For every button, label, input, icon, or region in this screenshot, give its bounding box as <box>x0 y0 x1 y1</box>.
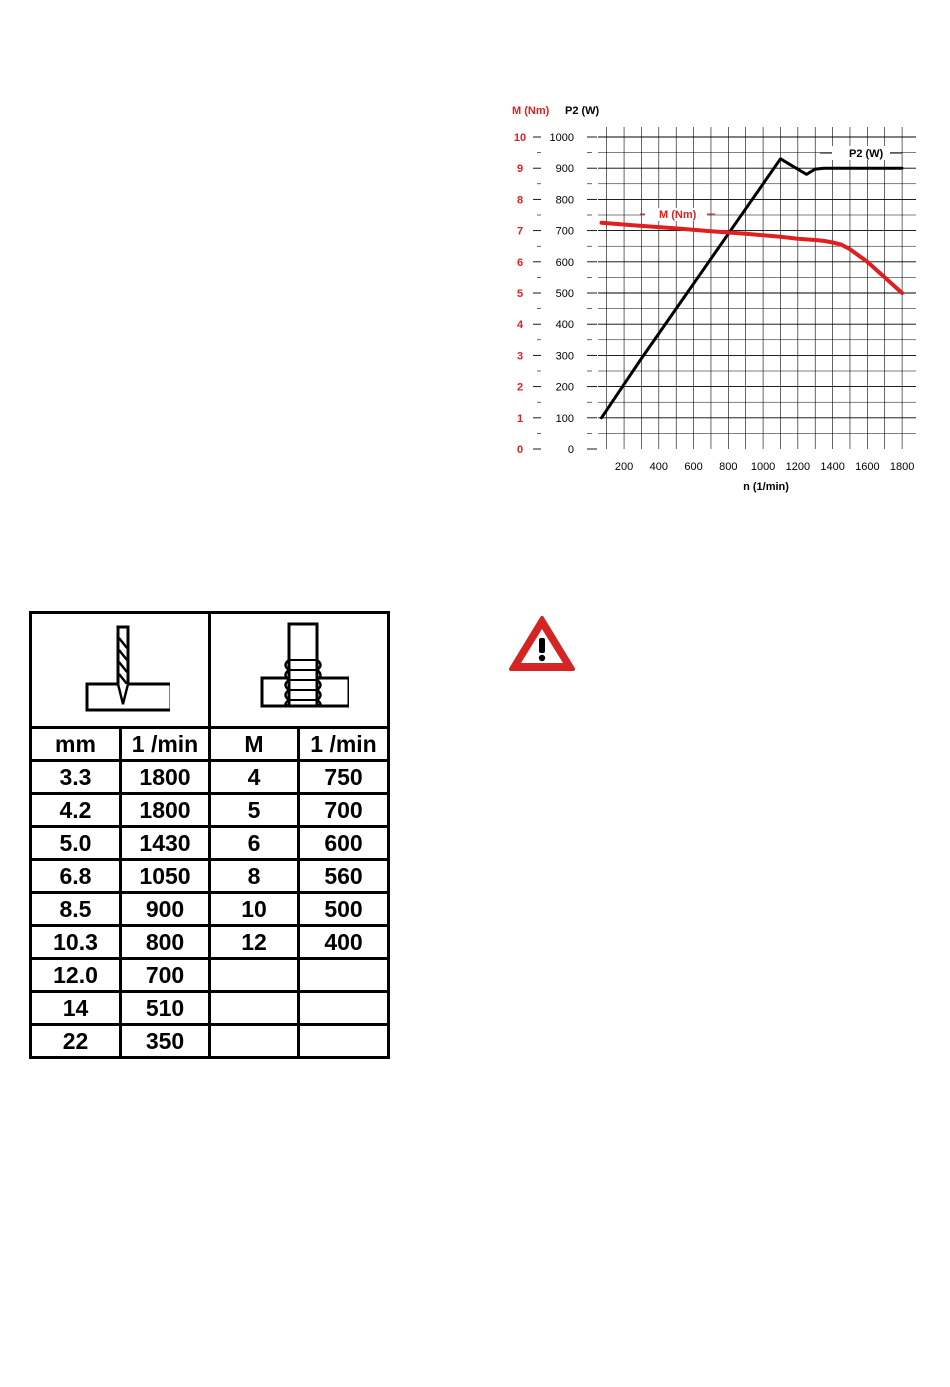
y-right-tick-label: 1000 <box>549 132 574 144</box>
tap-speed: 600 <box>299 827 389 860</box>
y-right-axis-title: P2 (W) <box>565 105 600 117</box>
y-left-tick-label: 1 <box>516 412 524 425</box>
drill-speed: 1800 <box>121 794 210 827</box>
drill-diameter: 5.0 <box>31 827 121 860</box>
table-row <box>31 893 389 926</box>
tap-speed <box>299 959 389 992</box>
torque-power-chart <box>0 0 950 520</box>
tap-size <box>210 959 299 992</box>
header-row <box>31 728 389 761</box>
drill-speed: 510 <box>121 992 210 1025</box>
drill-bit-icon <box>70 620 170 716</box>
power-line <box>602 159 903 418</box>
x-tick-label: 400 <box>649 461 668 473</box>
table-row <box>31 827 389 860</box>
tap-size: 8 <box>210 860 299 893</box>
drill-speed: 800 <box>121 926 210 959</box>
drill-diameter: 3.3 <box>31 761 121 794</box>
drill-speed: 900 <box>121 893 210 926</box>
speed-table <box>29 611 390 1059</box>
y-right-tick-label: 300 <box>555 350 574 363</box>
p2-series-label: P2 (W) <box>849 148 884 160</box>
tap-speed: 400 <box>299 926 389 959</box>
tap-size: 6 <box>210 827 299 860</box>
y-right-tick-label: 100 <box>555 412 574 425</box>
y-left-tick-label: 8 <box>516 194 524 207</box>
x-tick-label: 1800 <box>889 461 915 473</box>
header-tap-speed: 1 /min <box>299 728 389 761</box>
table-row <box>31 926 389 959</box>
torque-line <box>602 223 903 293</box>
y-left-tick-label: 9 <box>516 163 524 176</box>
y-right-tick-label: 200 <box>555 381 574 394</box>
drill-diameter: 12.0 <box>31 959 121 992</box>
drill-cell <box>31 613 210 728</box>
drill-diameter: 10.3 <box>31 926 121 959</box>
tap-size: 4 <box>210 761 299 794</box>
y-left-tick-label: 4 <box>516 319 524 332</box>
tap-speed <box>299 992 389 1025</box>
tap-speed: 750 <box>299 761 389 794</box>
warning-triangle-icon <box>507 614 577 672</box>
tap-size: 5 <box>210 794 299 827</box>
table-row <box>31 794 389 827</box>
x-tick-label: 200 <box>614 461 634 473</box>
y-right-tick-label: 600 <box>555 256 574 269</box>
drill-speed: 700 <box>121 959 210 992</box>
y-right-tick-label: 800 <box>555 194 574 207</box>
table-row <box>31 992 389 1025</box>
tap-size: 10 <box>210 893 299 926</box>
header-mm: mm <box>31 728 121 761</box>
y-left-tick-label: 10 <box>513 132 527 144</box>
header-drill-speed: 1 /min <box>121 728 210 761</box>
y-left-tick-label: 5 <box>516 288 524 300</box>
x-tick-label: 600 <box>684 461 703 473</box>
y-left-axis-title: M (Nm) <box>512 105 550 117</box>
chart-grid <box>598 127 916 449</box>
x-tick-label: 1400 <box>820 461 845 473</box>
drill-diameter: 4.2 <box>31 794 121 827</box>
tap-speed: 700 <box>299 794 389 827</box>
drill-diameter: 14 <box>31 992 121 1025</box>
x-tick-label: 800 <box>719 461 738 473</box>
tap-speed: 560 <box>299 860 389 893</box>
icon-row <box>31 613 389 728</box>
y-left-tick-label: 3 <box>516 350 524 363</box>
drill-speed: 1050 <box>121 860 210 893</box>
drill-diameter: 6.8 <box>31 860 121 893</box>
tap-size <box>210 992 299 1025</box>
y-right-tick-label: 400 <box>555 319 574 332</box>
y-left-tick-label: 7 <box>516 225 524 238</box>
x-tick-label: 1200 <box>785 461 811 473</box>
tap-cell <box>210 613 389 728</box>
y-left-tick-label: 6 <box>516 256 524 269</box>
drill-speed: 1800 <box>121 761 210 794</box>
m-series-label: M (Nm) <box>659 209 697 221</box>
table-row <box>31 959 389 992</box>
y-right-tick-label: 700 <box>555 225 574 238</box>
y-left-tick-label: 0 <box>516 444 524 456</box>
drill-diameter: 22 <box>31 1025 121 1058</box>
drill-speed: 1430 <box>121 827 210 860</box>
table-row <box>31 761 389 794</box>
header-m: M <box>210 728 299 761</box>
tap-size: 12 <box>210 926 299 959</box>
chart-lines <box>602 153 903 418</box>
table-row <box>31 1025 389 1058</box>
drill-speed: 350 <box>121 1025 210 1058</box>
x-tick-label: 1000 <box>750 461 776 473</box>
tap-speed: 500 <box>299 893 389 926</box>
y-left-tick-label: 2 <box>516 381 524 394</box>
tap-size <box>210 1025 299 1058</box>
x-tick-label: 1600 <box>855 461 880 473</box>
y-right-tick-label: 0 <box>567 444 574 456</box>
table-row <box>31 860 389 893</box>
chart-axes <box>514 132 914 473</box>
drill-diameter: 8.5 <box>31 893 121 926</box>
y-right-tick-label: 500 <box>555 288 574 300</box>
x-axis-title: n (1/min) <box>743 481 789 493</box>
y-right-tick-label: 900 <box>555 163 574 176</box>
thread-tap-icon <box>249 620 349 716</box>
tap-speed <box>299 1025 389 1058</box>
